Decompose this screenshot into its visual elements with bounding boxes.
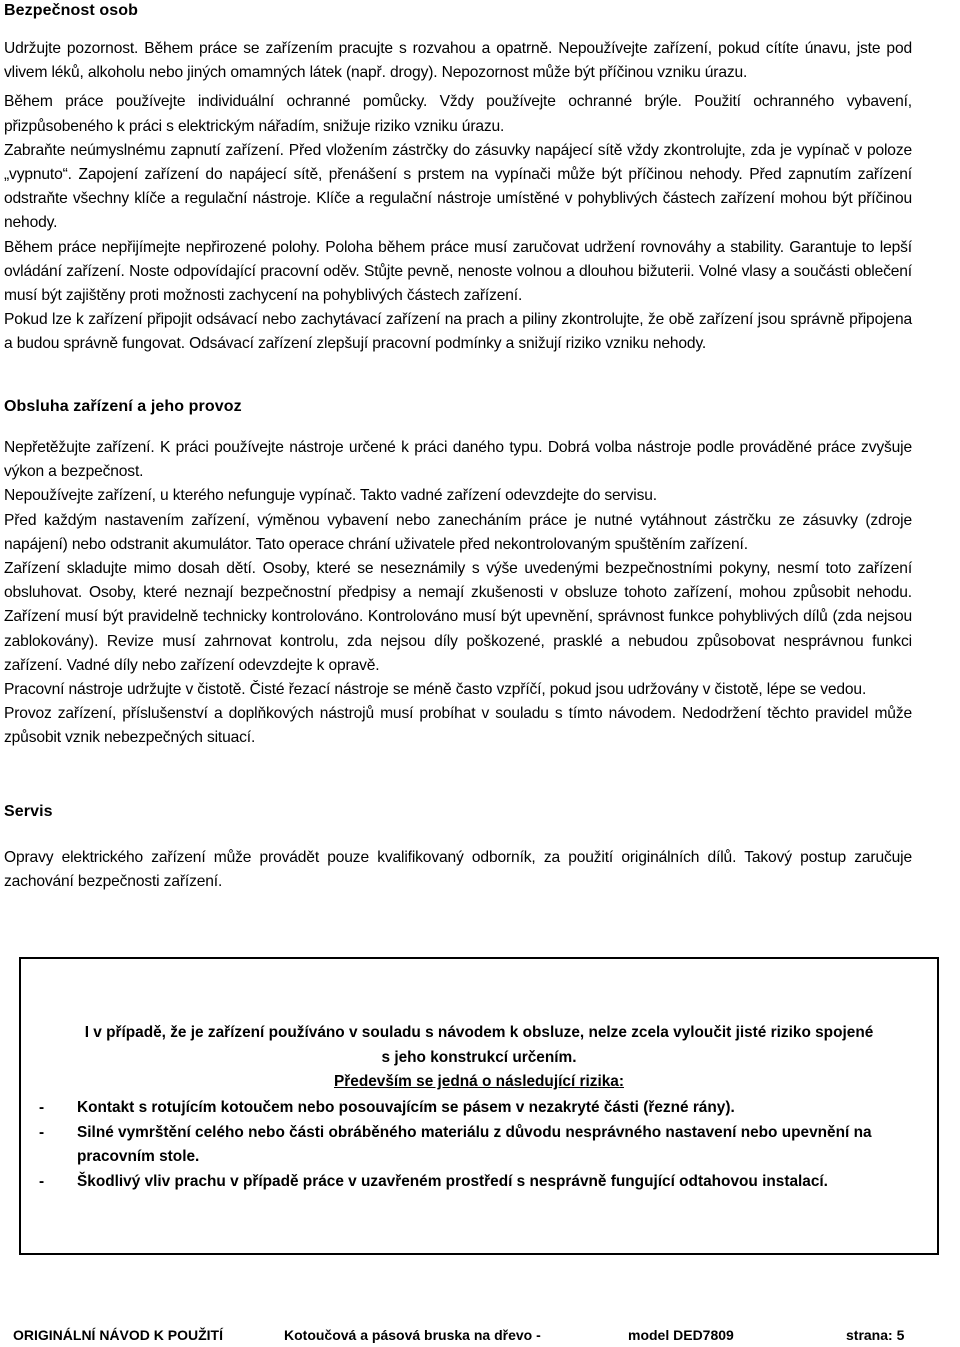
paragraph: Pokud lze k zařízení připojit odsávací nebo zachytávací zařízení na prach a piliny zkontrolujte, že obě zařízení jsou správně připojena a budou správně fungovat. Odsávací zařízení zlepšují pracovní podmínky a snižují riziko vzniku nehody. [4,311,912,353]
paragraph: Nepřetěžujte zařízení. K práci používejte nástroje určené k práci daného typu. Dobrá volba nástroje podle prováděné práce zvyšuje výkon a bezpečnost. [4,439,912,481]
risk-item [37,1096,937,1121]
risk-item [37,1121,937,1170]
risk-intro-line: s jeho konstrukcí určením. [381,1048,577,1066]
footer-model: model DED7809 [628,1327,734,1343]
operation-text [4,436,912,751]
paragraph: Nepoužívejte zařízení, u kterého nefunguje vypínač. Takto vadné zařízení odevzdejte do servisu. [4,487,657,505]
bullet-dash: - [39,1172,45,1190]
footer-doc-type: ORIGINÁLNÍ NÁVOD K POUŽITÍ [13,1327,223,1343]
footer-product: Kotoučová a pásová bruska na dřevo - [284,1327,541,1343]
paragraph: Během práce nepřijímejte nepřirozené polohy. Poloha během práce musí zaručovat udržení rovnováhy a stability. Garantuje to lepší ovládání zařízení. Noste odpovídající pracovní oděv. Stůjte pevně, nenoste volnou a dlouhou bižuterii. Volné vlasy a součásti oblečení musí být zajištěny proti možnosti zachycení na pohyblivých částech zařízení. [4,238,912,305]
paragraph: Provoz zařízení, příslušenství a doplňkových nástrojů musí probíhat v souladu s tímto návodem. Nedodržení těchto pravidel může způsobit vznik nebezpečných situací. [4,705,912,747]
paragraph: Pracovní nástroje udržujte v čistotě. Čisté řezací nástroje se méně často vzpříčí, pokud jsou udržovány v čistotě, lépe se vedou. [4,681,867,699]
paragraph: Opravy elektrického zařízení může provádět pouze kvalifikovaný odborník, za použití originálních dílů. Takový postup zaručuje zachování bezpečnosti zařízení. [4,849,912,891]
safety-text [4,37,912,357]
risk-item-text: Škodlivý vliv prachu v případě práce v uzavřeném prostředí s nesprávně fungující odtahovou instalací. [77,1172,828,1190]
risk-intro [21,1021,937,1095]
paragraph: Během práce používejte individuální ochranné pomůcky. Vždy používejte ochranné brýle. Použití ochranného vybavení, přizpůsobeného k práci s elektrickým nářadím, snižuje riziko vzniku úrazu. [4,93,912,135]
risk-item-text: Silné vymrštění celého nebo části obráběného materiálu z důvodu nesprávného nastavení nebo upevnění na pracovním stole. [77,1123,872,1165]
risk-heading: Především se jedná o následující rizika: [334,1073,624,1090]
paragraph: Udržujte pozornost. Během práce se zařízením pracujte s rozvahou a opatrně. Nepoužívejte zařízení, pokud cítíte únavu, jste pod vlivem léků, alkoholu nebo jiných omamných látek (např. drogy). Nepozornost může být příčinou vzniku úrazu. [4,40,912,82]
page-footer [0,1327,960,1347]
section-title-safety: Bezpečnost osob [4,2,138,19]
section-title-service: Servis [4,803,53,820]
risk-item [37,1170,937,1195]
risk-item-text: Kontakt s rotujícím kotoučem nebo posouvajícím se pásem v nezakryté části (řezné rány). [77,1099,735,1116]
risk-intro-line: I v případě, že je zařízení používáno v souladu s návodem k obsluze, nelze zcela vyloučit jisté riziko spojené [84,1024,874,1041]
section-title-operation: Obsluha zařízení a jeho provoz [4,398,242,415]
bullet-dash: - [39,1123,45,1141]
service-text [4,846,912,894]
paragraph: Před každým nastavením zařízení, výměnou vybavení nebo zanecháním práce je nutné vytáhnout zástrčku ze zásuvky (zdroje napájení) nebo odstranit akumulátor. Tato operace chrání uživatele před nekontrolovaným spuštěním zařízení. [4,511,912,553]
paragraph: Zabraňte neúmyslnému zapnutí zařízení. Před vložením zástrčky do zásuvky napájecí sítě vždy zkontrolujte, zda je vypínač v poloze „vypnuto“. Zapojení zařízení do napájecí sítě, přenášení s prstem na vypínači může být příčinou nehody. Před zapnutím zařízení odstraňte všechny klíče a regulační nástroje. Klíče a regulační nástroje umístěné v pohyblivých částech zařízení mohou být příčinou nehody. [4,141,912,232]
risk-list [37,1096,937,1194]
bullet-dash: - [39,1099,45,1116]
paragraph: Zařízení skladujte mimo dosah dětí. Osoby, které se neseznámily s výše uvedenými bezpečnostními pokyny, nesmí toto zařízení obsluhovat. Osoby, které neznají bezpečnostní předpisy a nemají zkušenosti v obsluze tohoto zařízení, mohou způsobit nehodu. Zařízení musí být pravidelně technicky kontrolováno. Kontrolováno musí být upevnění, správnost funkce pohyblivých dílů (zda nejsou zablokovány). Revize musí zahrnovat kontrolu, zda nejsou díly poškozené, prasklé a nebudou způsobovat nesprávnou funkci zařízení. Vadné díly nebo zařízení odevzdejte k opravě. [4,560,912,674]
risk-warning-box [19,957,939,1255]
footer-page-number: strana: 5 [846,1327,905,1343]
